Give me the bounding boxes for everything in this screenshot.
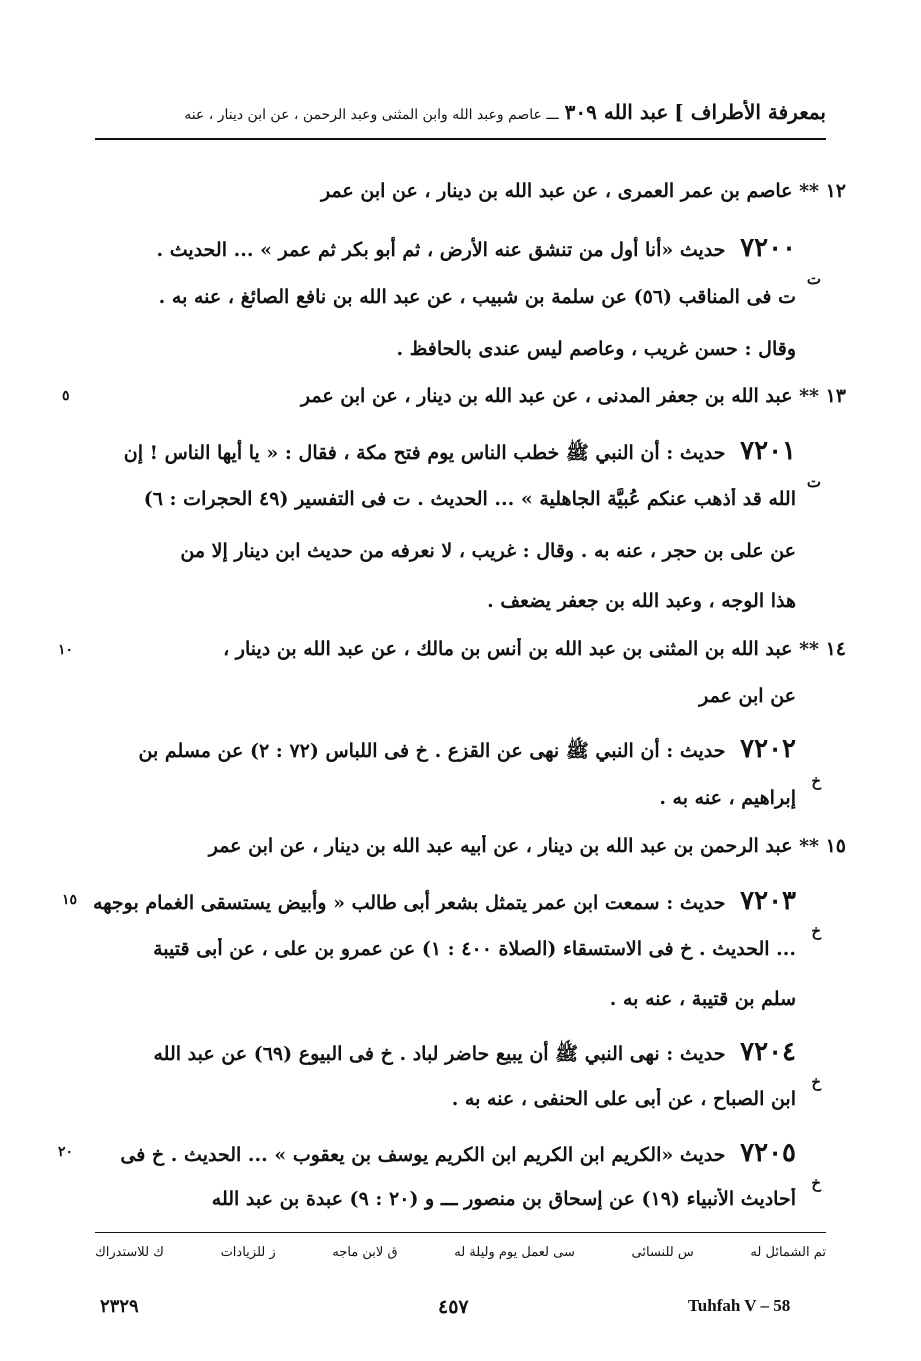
footnote-rule — [95, 1232, 826, 1233]
hadith-7204-line2: ابن الصباح ، عن أبى على الحنفى ، عنه به . — [451, 1088, 796, 1110]
chain-heading-14-cont: عن ابن عمر — [699, 685, 796, 707]
hadith-7202-line2: إبراهيم ، عنه به . — [659, 787, 796, 809]
hadith-7201-line3: عن على بن حجر ، عنه به . وقال : غريب ، لا نعرفه من حديث ابن دينار إلا من — [180, 540, 796, 562]
hadith-7203-line3: سلم بن قتيبة ، عنه به . — [609, 988, 796, 1010]
hadith-7201-line4: هذا الوجه ، وعبد الله بن جعفر يضعف . — [487, 590, 796, 612]
sequence-number: ٢٣٢٩ — [100, 1296, 139, 1317]
hadith-text: حديث : نهى النبي ﷺ أن يبيع حاضر لباد . خ فى البيوع (٦٩) عن عبد الله — [153, 1043, 726, 1065]
chain-text: ** عبد الرحمن بن عبد الله بن دينار ، عن أبيه عبد الله بن دينار ، عن ابن عمر — [208, 835, 819, 857]
hadith-7205-line2: أحاديث الأنبياء (١٩) عن إسحاق بن منصور ـــ و (٢٠ : ٩) عبدة بن عبد الله — [211, 1188, 796, 1210]
running-header — [95, 100, 826, 124]
hadith-7200-line3: وقال : حسن غريب ، وعاصم ليس عندى بالحافظ . — [396, 338, 796, 360]
header-chain: ـــ عاصم وعبد الله وابن المثنى وعبد الرحمن ، عن ابن دينار ، عنه — [184, 107, 559, 123]
sigla-item: ك للاستدراك — [95, 1245, 164, 1260]
hadith-7201-line2: الله قد أذهب عنكم عُبيَّة الجاهلية » ... الحديث . ت فى التفسير (٤٩ الحجرات : ٦) — [143, 488, 796, 510]
header-section: عبد الله ٣٠٩ — [564, 100, 669, 124]
hadith-7203-line1 — [90, 885, 796, 918]
hadith-text: حديث «الكريم ابن الكريم ابن الكريم يوسف بن يعقوب » ... الحديث . خ فى — [120, 1144, 726, 1166]
hadith-7203-line2: ... الحديث . خ فى الاستسقاء (الصلاة ٤٠٠ : ١) عن عمرو بن على ، عن أبى قتيبة — [153, 938, 796, 960]
chain-text: ** عاصم بن عمر العمرى ، عن عبد الله بن دينار ، عن ابن عمر — [320, 180, 819, 202]
siglum-mark: خ — [811, 1174, 821, 1192]
hadith-text: حديث : أن النبي ﷺ نهى عن القزع . خ فى اللباس (٧٢ : ٢) عن مسلم بن — [138, 740, 726, 762]
hadith-7200-line2: ت فى المناقب (٥٦) عن سلمة بن شبيب ، عن عبد الله بن نافع الصائغ ، عنه به . — [158, 286, 796, 308]
sigla-item: س للنسائى — [631, 1245, 694, 1260]
chain-heading-13 — [215, 385, 846, 409]
hadith-text: حديث : أن النبي ﷺ خطب الناس يوم فتح مكة ، فقال : « يا أيها الناس ! إن — [123, 442, 726, 464]
sigla-item: ز للزيادات — [220, 1245, 276, 1260]
margin-line-number: ٢٠ — [58, 1144, 74, 1160]
sigla-item: تم الشمائل له — [750, 1245, 826, 1260]
hadith-7205-line1 — [90, 1137, 796, 1170]
siglum-mark: ت — [806, 270, 821, 288]
hadith-number: ٧٢٠٢ — [740, 734, 796, 764]
sigla-item: سى لعمل يوم وليلة له — [454, 1245, 575, 1260]
margin-line-number: ٥ — [62, 388, 70, 404]
chain-text: ** عبد الله بن المثنى بن عبد الله بن أنس بن مالك ، عن عبد الله بن دينار ، — [223, 638, 819, 660]
volume-page-ref: Tuhfah V – 58 — [688, 1296, 791, 1315]
margin-line-number: ١٠ — [58, 642, 74, 658]
hadith-number: ٧٢٠٥ — [740, 1138, 796, 1168]
siglum-mark: خ — [811, 922, 821, 940]
hadith-number: ٧٢٠٠ — [740, 233, 796, 263]
siglum-mark: خ — [811, 772, 821, 790]
chain-number: ١٥ — [825, 835, 846, 857]
hadith-text: حديث «أنا أول من تنشق عنه الأرض ، ثم أبو بكر ثم عمر » ... الحديث . — [156, 239, 726, 261]
sigla-item: ق لابن ماجه — [332, 1245, 398, 1260]
siglum-mark: ت — [806, 473, 821, 491]
siglum-mark: خ — [811, 1073, 821, 1091]
margin-line-number: ١٥ — [62, 892, 78, 908]
chain-heading-14 — [90, 638, 846, 662]
chain-number: ١٢ — [825, 180, 846, 202]
chain-heading-12 — [230, 180, 846, 204]
hadith-number: ٧٢٠١ — [740, 436, 796, 466]
hadith-number: ٧٢٠٣ — [740, 886, 796, 916]
chain-number: ١٤ — [825, 638, 846, 660]
hadith-7204-line1 — [90, 1036, 796, 1069]
header-title: بمعرفة الأطراف ] — [674, 100, 826, 124]
hadith-7202-line1 — [90, 733, 796, 766]
chain-text: ** عبد الله بن جعفر المدنى ، عن عبد الله بن دينار ، عن ابن عمر — [300, 385, 819, 407]
chain-heading-15 — [100, 835, 846, 859]
page-number: ٤٥٧ — [438, 1296, 469, 1318]
hadith-7200-line1 — [90, 232, 796, 265]
header-rule — [95, 138, 826, 140]
hadith-number: ٧٢٠٤ — [740, 1037, 796, 1067]
sigla-key — [95, 1245, 826, 1260]
hadith-7201-line1 — [90, 435, 796, 468]
chain-number: ١٣ — [825, 385, 846, 407]
hadith-text: حديث : سمعت ابن عمر يتمثل بشعر أبى طالب « وأبيض يستسقى الغمام بوجهه — [92, 892, 726, 914]
